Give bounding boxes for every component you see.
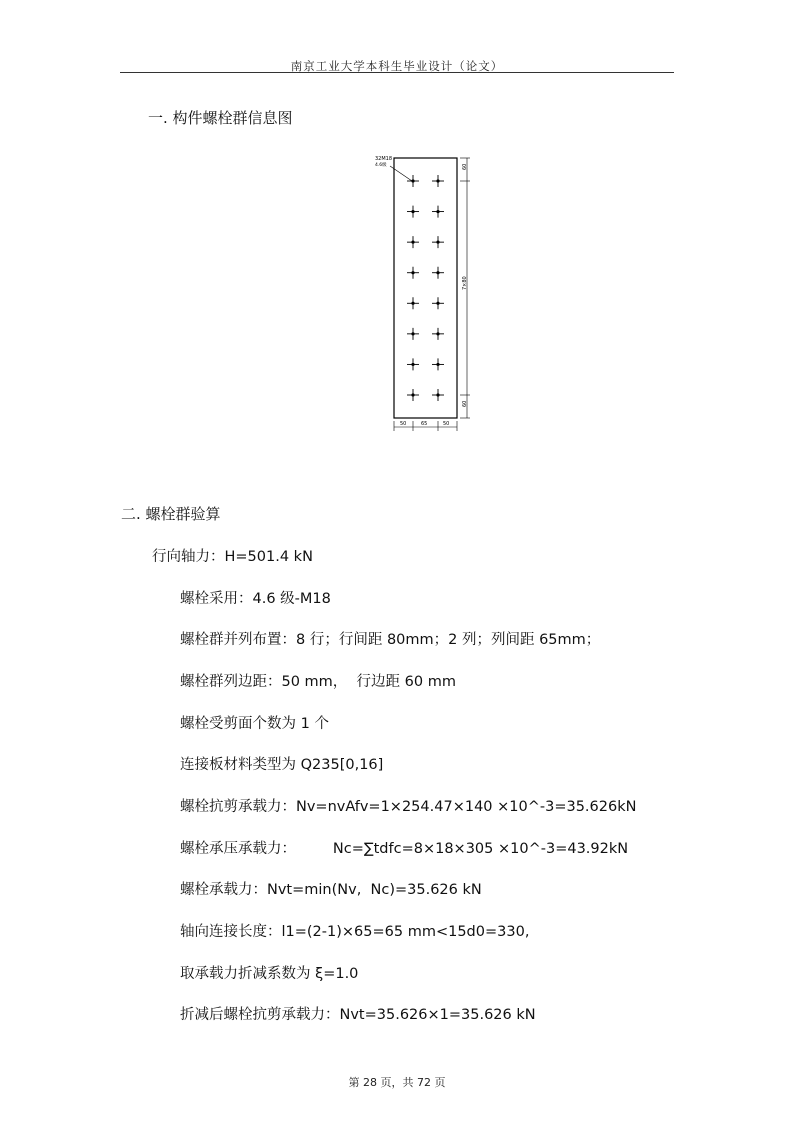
bolt-marker: [407, 206, 419, 218]
calc-line: 连接板材料类型为 Q235[0,16]: [180, 757, 384, 773]
dim-left-label: 50: [400, 421, 407, 427]
bolt-marker: [432, 389, 444, 401]
dim-right-label: 50: [443, 421, 450, 427]
bolt-marker: [407, 236, 419, 248]
page-header: 南京工业大学本科生毕业设计（论文）: [290, 59, 504, 73]
calc-line: 螺栓抗剪承载力：Nv=nvAfv=1×254.47×140 ×10^-3=35.626kN: [180, 799, 637, 815]
dim-center-label: 65: [421, 421, 428, 427]
calc-line: 螺栓受剪面个数为 1 个: [180, 716, 329, 732]
section-2-title: 二. 螺栓群验算: [121, 505, 221, 523]
bolt-marker: [407, 175, 419, 187]
bolt-marker: [407, 358, 419, 370]
calc-line: 螺栓群列边距：50 mm， 行边距 60 mm: [180, 674, 456, 690]
calc-line: 取承载力折减系数为 ξ=1.0: [180, 966, 359, 982]
calc-line: 螺栓承载力：Nvt=min(Nv, Nc)=35.626 kN: [180, 882, 482, 898]
bolt-marker: [432, 267, 444, 279]
bolt-marker: [432, 236, 444, 248]
plate-outline: [394, 158, 457, 418]
dim-bottom-label: 60: [462, 400, 468, 407]
section-1-title: 一. 构件螺栓群信息图: [148, 109, 293, 127]
calc-line: 螺栓群并列布置：8 行；行间距 80mm；2 列；列间距 65mm；: [180, 632, 601, 648]
bolt-label-line2: 4.6级: [375, 163, 387, 168]
bolt-marker: [407, 328, 419, 340]
bolt-group-diagram: [370, 150, 480, 435]
bolt-label-line1: 32M18: [375, 156, 393, 162]
bolt-marker: [407, 267, 419, 279]
bolt-marker: [432, 328, 444, 340]
calc-line: 折减后螺栓抗剪承载力：Nvt=35.626×1=35.626 kN: [180, 1007, 536, 1023]
page-footer: 第 28 页，共 72 页: [348, 1076, 446, 1089]
bolt-marker: [432, 206, 444, 218]
bolt-markers: [407, 175, 444, 401]
dim-mid-label: 7×80: [462, 276, 468, 290]
leader-line: [390, 166, 412, 181]
bolt-marker: [407, 297, 419, 309]
bolt-marker: [407, 389, 419, 401]
calc-line: 螺栓承压承载力： Nc=∑tdfc=8×18×305 ×10^-3=43.92kN: [180, 841, 629, 857]
calc-line: 轴向连接长度：l1=(2-1)×65=65 mm<15d0=330,: [180, 924, 530, 940]
dim-top-label: 60: [462, 163, 468, 170]
bolt-marker: [432, 358, 444, 370]
bolt-marker: [432, 297, 444, 309]
axial-force-line: 行向轴力：H=501.4 kN: [152, 549, 313, 565]
bolt-marker: [432, 175, 444, 187]
header-divider: [120, 72, 674, 73]
calc-line: 螺栓采用：4.6 级-M18: [180, 591, 331, 607]
